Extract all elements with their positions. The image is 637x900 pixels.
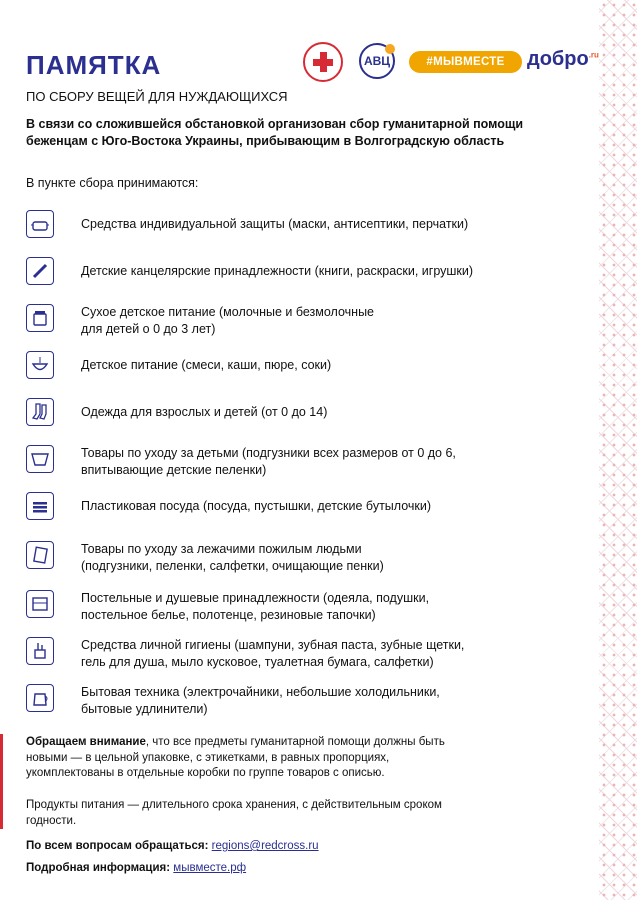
list-item-text: Пластиковая посуда (посуда, пустышки, детские бутылочки) [81, 499, 432, 513]
notice-accent-bar [0, 734, 3, 829]
notice-text: Обращаем внимание, что все предметы гуманитарной помощи должны быть новыми — в цельной упаковке, с этикетками, в равных пропорциях, укомплектованы в отдельные коробки по группе товаров с описью. [26, 736, 445, 779]
kettle-icon [26, 684, 54, 712]
list-item [26, 684, 556, 716]
list-item-text: Бытовая техника (электрочайники, небольшие холодильники, бытовые удлинители) [81, 685, 440, 716]
site-link[interactable]: мывместе.рф [173, 862, 247, 874]
list-item-text: Детские канцелярские принадлежности (книги, раскраски, игрушки) [81, 264, 474, 278]
jar-icon [26, 304, 54, 332]
avc-logo-icon: АВЦ [359, 43, 395, 79]
list-item [26, 541, 556, 573]
accept-heading: В пункте сбора принимаются: [26, 176, 199, 190]
bowl-icon [26, 351, 54, 379]
list-item-text: Средства личной гигиены (шампуни, зубная паста, зубные щетки, гель для душа, мыло кусковое, туалетная бумага, салфетки) [81, 638, 465, 669]
list-item [26, 398, 556, 430]
list-item-text: Детское питание (смеси, каши, пюре, соки) [81, 358, 332, 372]
list-item [26, 304, 556, 336]
contact-line: По всем вопросам обращаться: regions@redcross.ru [26, 840, 319, 852]
mask-icon [26, 210, 54, 238]
list-item [26, 492, 556, 524]
list-item [26, 351, 556, 383]
bedding-icon [26, 590, 54, 618]
list-item [26, 590, 556, 622]
list-item [26, 445, 556, 477]
email-link[interactable]: regions@redcross.ru [211, 840, 319, 852]
dobro-logo: добро$^{.ru}$ [527, 48, 599, 70]
partner-logos [303, 42, 603, 82]
food-note: Продукты питания — длительного срока хранения, с действительным сроком годности. [26, 799, 442, 827]
list-item-text: Одежда для взрослых и детей (от 0 до 14) [81, 405, 328, 419]
decorative-ornament-strip [599, 0, 637, 900]
list-item [26, 257, 556, 289]
info-line: Подробная информация: мывместе.рф [26, 862, 247, 874]
intro-text: В связи со сложившейся обстановкой организован сбор гуманитарной помощи беженцам с Юго-Востока Украины, прибывающим в Волгоградскую область [26, 117, 524, 148]
list-item-text: Товары по уходу за детьми (подгузники всех размеров от 0 до 6, впитывающие детские пеленки) [81, 446, 456, 477]
plates-icon [26, 492, 54, 520]
list-item [26, 210, 556, 242]
page-subtitle: ПО СБОРУ ВЕЩЕЙ ДЛЯ НУЖДАЮЩИХСЯ [26, 89, 288, 104]
toothbrush-icon [26, 637, 54, 665]
list-item-text: Товары по уходу за лежачими пожилым людьми (подгузники, пеленки, салфетки, очищающие пенки) [81, 542, 384, 573]
pencil-icon [26, 257, 54, 285]
list-item-text: Постельные и душевые принадлежности (одеяла, подушки, постельное белье, полотенце, резиновые тапочки) [81, 591, 430, 622]
myvmeste-logo: #МЫВМЕСТЕ [409, 51, 522, 73]
page-title: ПАМЯТКА [26, 50, 162, 80]
list-item-text: Средства индивидуальной защиты (маски, антисептики, перчатки) [81, 217, 469, 231]
red-cross-logo-icon [303, 42, 343, 82]
wipes-icon [26, 541, 54, 569]
list-item [26, 637, 556, 669]
list-item-text: Сухое детское питание (молочные и безмолочные для детей о 0 до 3 лет) [81, 305, 374, 336]
diaper-icon [26, 445, 54, 473]
socks-icon [26, 398, 54, 426]
